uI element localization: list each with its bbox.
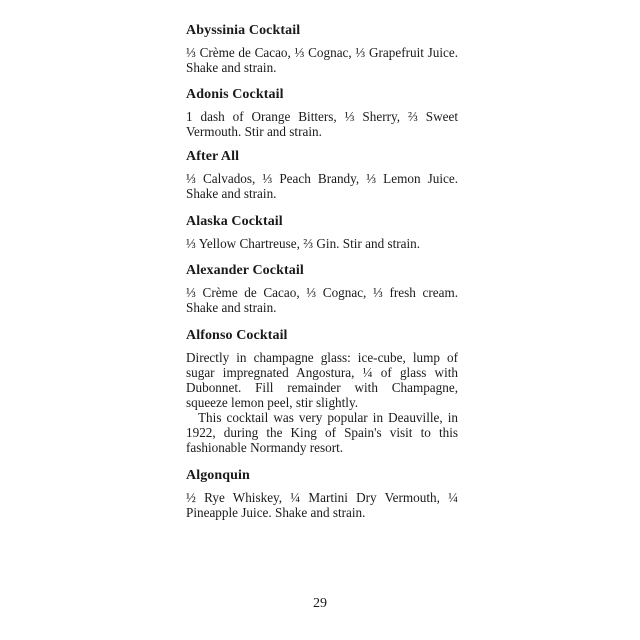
recipe-paragraph: This cocktail was very popular in Deauville, in 1922, during the King of Spain's visit to this fashionable Normandy resort.	[186, 410, 458, 455]
recipe-instructions	[186, 45, 458, 75]
recipe-entry-after-all	[186, 148, 458, 201]
recipe-entry-alexander	[186, 262, 458, 315]
recipe-paragraph: ½ Rye Whiskey, ¼ Martini Dry Vermouth, ¼ Pineapple Juice. Shake and strain.	[186, 490, 458, 520]
recipe-entry-abyssinia	[186, 22, 458, 75]
recipe-instructions	[186, 109, 458, 139]
recipe-title: Abyssinia Cocktail	[186, 23, 301, 38]
recipe-paragraph: ⅓ Calvados, ⅓ Peach Brandy, ⅓ Lemon Juice. Shake and strain.	[186, 171, 458, 201]
recipe-paragraph: 1 dash of Orange Bitters, ⅓ Sherry, ⅔ Sweet Vermouth. Stir and strain.	[186, 109, 458, 139]
recipe-instructions	[186, 490, 458, 520]
recipe-entry-adonis	[186, 86, 458, 139]
recipe-paragraph: ⅓ Crème de Cacao, ⅓ Cognac, ⅓ Grapefruit Juice. Shake and strain.	[186, 45, 458, 75]
recipe-entry-alaska	[186, 213, 458, 251]
recipe-entry-alfonso	[186, 327, 458, 455]
recipe-title: Alexander Cocktail	[186, 263, 304, 278]
recipe-instructions	[186, 236, 458, 251]
recipe-title: Adonis Cocktail	[186, 87, 284, 102]
recipe-title: Algonquin	[186, 468, 250, 483]
recipe-entry-algonquin	[186, 467, 458, 520]
recipe-instructions	[186, 350, 458, 455]
page-number: 29	[313, 596, 327, 611]
recipe-paragraph: ⅓ Yellow Chartreuse, ⅔ Gin. Stir and strain.	[186, 236, 421, 251]
recipe-title: Alfonso Cocktail	[186, 328, 288, 343]
recipe-paragraph: Directly in champagne glass: ice-cube, lump of sugar impregnated Angostura, ¼ of glass with Dubonnet. Fill remainder with Champagne, squeeze lemon peel, stir slightly.	[186, 350, 458, 410]
recipe-paragraph: ⅓ Crème de Cacao, ⅓ Cognac, ⅓ fresh cream. Shake and strain.	[186, 285, 458, 315]
recipe-title: Alaska Cocktail	[186, 214, 283, 229]
recipe-instructions	[186, 285, 458, 315]
recipe-instructions	[186, 171, 458, 201]
recipe-title: After All	[186, 149, 240, 164]
